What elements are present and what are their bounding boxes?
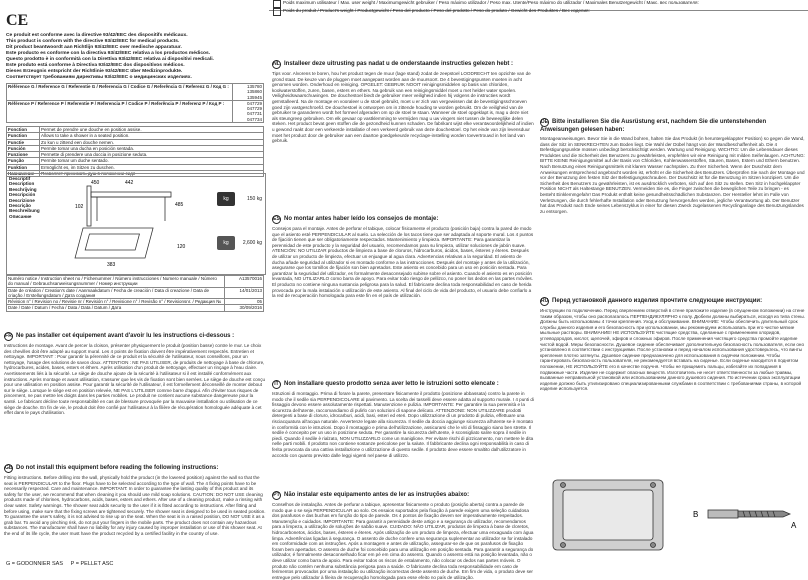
info-value: 05 bbox=[225, 299, 264, 305]
info-value: A13570016 bbox=[225, 276, 264, 288]
section-ru bbox=[540, 295, 805, 473]
function-text: Allows to take a shower in a seated position. bbox=[40, 133, 264, 139]
function-lang: Function bbox=[7, 133, 40, 139]
section-pt bbox=[272, 489, 534, 580]
section-title-text: Non installare questo prodotto senza aver letto le istruzioni sotto elencate : bbox=[284, 381, 499, 387]
info-label: Date / Date / Datum / Fecha / Data / Data / Datum / Дата bbox=[7, 305, 225, 311]
references-table bbox=[6, 83, 264, 123]
description-label: Descripción bbox=[9, 192, 36, 198]
section-title-text: Não instalar este equipamento antes de ler as instruções abaixo: bbox=[284, 492, 470, 498]
info-table bbox=[6, 275, 264, 312]
ce-line: Dit product beantwoordt aan Richtlijn 93/42/EEC over medische apparatuur. bbox=[6, 45, 182, 50]
description-label: Beschreibung bbox=[9, 208, 40, 214]
reference-label: Référence G / Reference G / Referentie G / Referencia G / Codice G / Referência G / Referenz G / Код G : bbox=[7, 84, 233, 101]
function-lang: Fonction bbox=[7, 127, 40, 133]
section-ru-body: Инструкции по подключению. Перед сверлением отверстий в стене приложите изделие (в опущенном положении) на стене таким образом, чтобы оно располагалось ПЕРПЕНДИКУЛЯРНО к полу. Дюбели должны выбираться, исходя из типа стены. Должны быть использованы 4 точки крепления. Уход и обслуживание. ВНИМАНИЕ: Чтобы обеспечить длительный срок службы данного изделия и его безопасность при использовании, мы рекомендуем использовать при его чистке мягкие мыльные растворы. ВНИМАНИЕ! НЕ ИСПОЛЬЗУЙТЕ чистящие средства, сделанные с применением хлоридов, углеводородов, кислот, щелочей, эфиров и сложных эфиров. После применения чистящего средства промойте изделие чистой водой. Меры безопасности. Душевое сидение обеспечивает дополнительную безопасность пользователя, если оно установлено в соответствии с инструкциями. После установки и перед началом использования удостоверьтесь, что винты крепления плотно затянуты. Душевое сидение предназначено для использования в сидячем положении. Чтобы гарантировать безопасность пользователя, не рекомендуется вставать на сиденье. Если сиденье находится в поднятом положении, НЕ ИСПОЛЬЗУЙТЕ его в качестве поручня. Чтобы не прищемить пальцы, избегайте их попадания в подвижные части. Изделие не содержит опасных веществ. Изготовитель не несет ответственности за любые травмы, вызванные неправильной установкой или использованием данного душевого сидения. По истечении срока эксплуатации изделие должно быть утилизировано специализированными службами в соответствии с требованиями страны, в которой изделие используется. bbox=[540, 308, 805, 392]
dim-label: 485 bbox=[175, 202, 184, 208]
section-ru-title bbox=[540, 297, 805, 306]
fixing-figure bbox=[548, 470, 798, 560]
section-gb-title bbox=[4, 464, 266, 473]
function-lang: Назначение bbox=[7, 171, 40, 177]
column-2 bbox=[269, 0, 537, 580]
flag-fr-icon: FR bbox=[5, 333, 12, 339]
reference-value: 047731 bbox=[246, 111, 262, 117]
table-row bbox=[7, 287, 264, 299]
function-lang: Funktion bbox=[7, 164, 40, 170]
label-a: A bbox=[791, 521, 797, 530]
section-de bbox=[540, 116, 805, 214]
flag-gb-icon: GB bbox=[5, 465, 13, 471]
section-fr-body: Instructions de montage. Avant de percer la cloison, présenter physiquement le produit (position basse) contre le mur. Le choix des chevilles doit être adapté au support mural. Les 4 points de fixation doivent être impérativement respectés. Entretien et nettoyage. IMPORTANT : Pour garantir la pérennité de ce produit et la sécurité de l'utilisateur, nous conseillons, pour un nettoyage, l'usage des solutions de savon doux. ATTENTION : NE PAS UTILISER, de produits de nettoyage à base de chlorure, hydrocarbures, acides, bases, esters et éthers. Après utilisation d'un produit de nettoyage, effectuer un rinçage à l'eau claire. Avertissements liés à la sécurité. Le siège de douche ajoute de la sécurité à l'utilisateur si il est installé conformément aux instructions. Après montage et avant utilisation, s'assurer que les vis de fixation sont bien serrées. Le siège de douche est conçu pour une utilisation en position assise. Pour garantir la sécurité de l'utilisateur, il est formellement déconseillé de monter debout sur le siège. Lorsque le siège est en position relevée, NE PAS L'UTILISER comme barre d'appui. Afin d'éviter tous risques de pincement, ne pas mettre les doigts dans les parties mobiles. Le produit ne contient aucune substance dangereuse pour la santé. Le fabricant décline toute responsabilité en cas de blessure provoquée par la mauvaise installation ou utilisation de ce siège de douche. En fin de vie, le produit doit être confié par l'utilisateur à la filière de récupération homologuée adéquate à cet effet dans le pays d'utilisation. bbox=[4, 343, 266, 416]
functions-table bbox=[6, 126, 264, 177]
description-label: Descrição bbox=[9, 203, 31, 209]
section-title-text: Ne pas installer cet équipement avant d'avoir lu les instructions ci-dessous : bbox=[16, 333, 235, 339]
section-de-body: Montageanweisungen. Bevor Sie in die Wand bohren, halten Sie das Produkt (in heruntergeklappter Position) so gegen die Wand, dass der Sitz im SENKRECHTEN zum Boden liegt. Die Wahl der Dübel hängt von der Wandbeschaffenheit ab. Die 4 Befestigungspunkte müssen unbedingt berücksichtigt werden. Wartung und Reinigung. WICHTIG: Um die Lebensdauer dieses Produktes und die Sicherheit des Benutzers zu gewährleisten, empfehlen wir eine Reinigung mit milden Seifenlaugen. ACHTUNG: BITTE KEINE Reinigungsmittel auf der Basis von Chloriden, Kohlenwasserstoffen, Säuren, Basen, Estern und Ethern benutzen. Nach Benutzung eines Reinigungsmittels mit klarem Wasser nachspülen. Zu Ihrer Sicherheit. Wenn der Duschsitz dem Anweisungen entsprechend angebracht worden ist, erhöht er die Sicherheit des Benutzers. Überprüfen Sie nach der Montage und vor der Benutzung den festen Sitz der Befestigungsschrauben. Der Duschsitz ist für die Benutzung im Sitzen konzipiert. Um die Sicherheit des Benutzers zu gewährleisten, ist es ausdrücklich verboten, sich auf den Sitz zu stellen. Den Sitz in hochgeklappter Position NICHT als Haltestange BENUTZEN. Vermeiden Sie es, die Finger zwischen die beweglichen Teile zu bringen - es besteht Einklemmgefahr! Das Produkt enthält keine gesundheitsschädlichen Substanzen. Der Hersteller lehnt im Falle von Verletzungen, die durch fehlerhafte Installation oder Benutzung hervorgerufen werden, jegliche Verantwortung ab. Der Benutzer hat das Produkt nach Ende seines Lebenszyklus in einer für diesen Zweck zugelassenen Recyclinganlage des Benutzungslandes zu entsorgen. bbox=[540, 136, 805, 214]
description-label: Description bbox=[9, 181, 35, 187]
section-pt-title bbox=[272, 491, 534, 500]
function-lang: Funzione bbox=[7, 152, 40, 158]
section-nl-top bbox=[272, 12, 534, 48]
header-continuation bbox=[272, 12, 534, 48]
ce-line: Ce produit est conforme avec la directive 93/42/EEC des dispositifs médicaux. bbox=[6, 33, 188, 38]
ce-line: Este produto está conforme à Directiva 93/42/EEC dos dispositivos médicos. bbox=[6, 63, 185, 68]
ce-line: This product is conform with the directive 93/42/EEC for medical products. bbox=[6, 39, 180, 44]
function-text: Permet de prendre une douche en position assise. bbox=[40, 127, 264, 133]
info-label: Date de création / Creation's date / Aanmaakdatum / Fecha de creación / Data di creazione / Data de criação / Erstellungsdatum / Дата создания bbox=[7, 287, 225, 299]
reference-values bbox=[233, 84, 264, 101]
ce-line: Dieses Erzeugnis entspricht der Richtlinie 93/42/EEC über Medizinprodukte. bbox=[6, 69, 183, 74]
section-es-body: Consejos para el montaje. Antes de perforar el tabique, colocar físicamente el producto (posición baja) contra la pared de modo que el asiento esté PERPENDICULAR al suelo. La selección de los tacos tiene que ser adaptada al soporte mural. Los 4 puntos de fijación tienen que ser obligatoriamente respectados. Mantenimiento y limpieza. IMPORTANTE: Para garantizar la perennidad de este producto y la seguridad del usuario, recomendamos para su limpieza, utilizar soluciones de jabón suave. ATENCIÓN: NO UTILIZAR productos de limpieza a base de cloruros, hidrocarburos, ácidos, bases, ésteres y éteres. Después de utilizar un producto de limpieza, efectuar un enjuague al agua clara. Advertencias relativas a la seguridad. El asiento de ducha añade seguridad al utilizador si es montado conforme a las instrucciones. Después del montaje y antes de la utilización, asegurarse que los tornillos de fijación son bien apretados. Este asiento es concebido para un uso en posición sentada. Para garantizar la seguridad del utilizador, es formalmente desaconsejado subirse sobre el asiento. Cuando el asiento es en posición levantada, NO UTILIZARLO como barra de apoyo. Para evitar todo riesgo de pellizco, no poner los dedos en las partes móviles. El producto no contiene ninguna sustancia peligrosa para la salud. El fabricante declina toda responsabilidad en caso de herida provocada por la mala instalación o utilización de este asiento. Al final del ciclo de vida del producto, el usuario debe confiarlo a la red de recuperación homologada para este fin en el país de utilización. bbox=[272, 226, 534, 299]
dim-label: 120 bbox=[177, 244, 186, 250]
flag-ru-icon: RU bbox=[541, 298, 549, 304]
info-label: Numéro notice / Instruction sheet no / Fichenummer / Número instrucciones / Numero manuale / Número do manual / Gebrauchsanweisungsnummer / Номер инструкции bbox=[7, 276, 225, 288]
ce-line: Este producto es conforme con la directiva 93/42/EEC relativa a los productos médicos. bbox=[6, 51, 211, 56]
section-it-body: Istruzioni di montaggio. Prima di forare la parete, presentare fisicamente il prodotto (posizione abbassata) contro la parete in modo che il sedile sia PERPENDICOLARE al pavimento. La scelta dei tasselli deve essere adatta al supporto murale. I 4 punti di fissaggio devono essere assolutamente rispettati. Manutenzione e pulizia. IMPORTANTE: Per garantire la sua perennità e la sicurezza dell'utente, raccomandiamo di pulirlo con soluzioni di sapone delicato. ATTENZIONE: NON UTILIZZARE prodotti detergenti a base di cloruro, idrocarburi, acidi, basi, esteri ed eteri. Dopo utilizzazione di un prodotto di pulizia, effettuare una risciacquatura all'acqua naturale. Avvertenze legate alla sicurezza. Il sedile da doccia aggiunge sicurezza all'utente se è montato in conformità con le istruzioni. Dopo il montaggio e prima dell'utilizzazione, assicurarsi che le viti di fissaggio siano ben strette. Il sedile è concepito per un uso in posizione seduta. Per garantire la sicurezza dell'utente, è sconsigliato salire sopra il sedile in piedi. Quando il sedile è rialzato, NON UTILIZZARLO come un maniglione. Per evitare rischi di pizzicamento, non mettere le dita nelle parti mobili. Il prodotto non contiene sostanze pericolose per la salute. Il fabbricante declina ogni responsabilità in caso di ferita provocata da una cattiva installazione o utilizzazione di questo sedile. Il prodotto deve essere smaltito dall'utilizzatore in accordo con quanto previsto dalle leggi vigenti nel paese di utilizzo. bbox=[272, 391, 534, 458]
footer bbox=[6, 561, 113, 567]
ce-statements bbox=[6, 33, 264, 81]
function-lang: Función bbox=[7, 145, 40, 151]
reference-value: 135860 bbox=[246, 89, 262, 95]
function-text: Permite tomar una ducha en posición sentada. bbox=[40, 145, 264, 151]
section-title-text: Bitte installieren Sie die Ausrüstung erst, nachdem Sie die untenstehenden Anweisungen gelesen haben: bbox=[540, 119, 767, 133]
function-text: Позволяет принимать душ в положении сидя bbox=[40, 171, 264, 177]
section-nl-title bbox=[272, 60, 534, 69]
reference-value: 047729 bbox=[246, 106, 262, 112]
reference-value: 135945 bbox=[246, 94, 262, 100]
reference-value: 047729 bbox=[246, 100, 262, 106]
description-label: Descrizione bbox=[9, 197, 35, 203]
flag-it-icon: IT bbox=[272, 380, 281, 389]
section-title-text: Installeer deze uitrusting pas nadat u de onderstaande instructies gelezen hebt : bbox=[284, 61, 514, 67]
section-fr-title bbox=[4, 332, 266, 341]
flag-nl-icon: NL bbox=[273, 61, 280, 67]
reference-value: 047734 bbox=[246, 116, 262, 122]
description-graphic bbox=[6, 173, 266, 275]
description-label: Descriptif bbox=[9, 176, 31, 181]
info-value: 14/01/2013 bbox=[225, 287, 264, 299]
reference-values bbox=[233, 100, 264, 122]
function-text: Permette di prendere una doccia in posizione seduta. bbox=[40, 152, 264, 158]
section-gb bbox=[4, 462, 266, 559]
dim-label: 383 bbox=[107, 262, 116, 268]
info-value: 30/09/2016 bbox=[225, 305, 264, 311]
header-line-1: Poids maximum utilisateur / Max. user weight / Maximumgewicht gebruiker / Peso máximo utilizador / Peso max. Utente/Peso máximo do utilizador / Maximales Benutzergewicht / Макс. вес пользователя: bbox=[283, 0, 699, 5]
table-row bbox=[7, 305, 264, 311]
table-row bbox=[7, 100, 264, 122]
ce-mark: CE bbox=[6, 12, 29, 29]
section-pt-continuation bbox=[540, 12, 805, 108]
table-row bbox=[7, 84, 264, 101]
section-fr bbox=[4, 330, 266, 416]
footer-p: P = PELLET ASC bbox=[70, 561, 114, 567]
shower-seat-drawing bbox=[67, 176, 207, 270]
function-text: Ermöglicht es, im Sitzen zu duschen. bbox=[40, 164, 264, 170]
section-nl-body: Tips voor. Alvorens te boren, hou het product tegen de muur (lage stand) zodat de zeepstoel LOODRECHT ten opzichte van de grond staat. De keuze van de pluggen moet aangepast worden aan de muursoort. De 4 bevestigingspunten moeten in acht genomen worden. Onderhoud en reiniging. OPGELET: GEBRUIK NOOIT reinigingsmiddelen op basis van chloriden, koolwaterstoffen, zuren, basen, esters en ethers. Na gebruik van een reinigingsmiddel moet u met helder water spoelen. Veiligheidswaarschuwingen. De douchestoel biedt de gebruiker meer veiligheid indien hij volgens de instructies wordt geïnstalleerd. Na de montage en vooraleer u de stoel gebruikt, moet u er zich van vergewissen dat de bevestigingsschroeven goed zijn vastgeschroefd. De douchestoel is ontworpen om in zittende houding te worden gebruikt. Om de veiligheid van de gebruiker te garanderen wordt het formeel afgeraden om op de stoel te staan. Wanneer de stoel opgeklapt is, mag u deze niet als steungreep gebruiken. Om elk gevaar op vastklemming te vermijden mag u uw vingers niet tussen de beweeglijke delen steken. Het product bevat geen stoffen die de gezondheid kunnen schaden. De fabrikant wijst elke verantwoordelijkheid af indien u gewond raakt door een verkeerde installatie of een verkeerd gebruik van deze douchestoel. Op het einde van zijn levensduur moet het product door de gebruiker aan een daartoe goedgekeurde recyclage-instelling worden toevertrouwd in het land van gebruik. bbox=[272, 71, 534, 144]
flag-de-icon: DE bbox=[541, 119, 548, 125]
description-label: Описание bbox=[9, 213, 32, 219]
section-es bbox=[272, 213, 534, 299]
max-weight-value: 150 kg bbox=[246, 196, 262, 202]
section-title-text: Перед установкой данного изделия прочтите следующие инструкции: bbox=[552, 298, 763, 304]
reference-label: Référence P / Reference P / Referentie P / Referencia P / Codice P / Referência P / Referenz P / Код P : bbox=[7, 100, 233, 122]
column-1 bbox=[0, 0, 269, 571]
flag-pt-icon: PT bbox=[273, 492, 280, 498]
label-b: B bbox=[693, 510, 699, 519]
function-lang: Functie bbox=[7, 139, 40, 145]
function-text: Zo kun u zittend een douche nemen. bbox=[40, 139, 264, 145]
description-labels bbox=[9, 176, 40, 219]
function-text: Permite tomar um duche sentado. bbox=[40, 158, 264, 164]
header-line-2: Poids du produit / Product's weight / Productgewicht / Peso del producto / Peso del prodotto / Peso do produto / Gewicht des Produktes / Вес изделия: bbox=[283, 8, 590, 13]
function-lang: Função bbox=[7, 158, 40, 164]
ce-line: Questo prodotto è in conformità con la Direttiva 93/42/EEC relativa ai dispositivi medicali. bbox=[6, 57, 214, 62]
section-title-text: No montar antes haber leído los consejos de montaje: bbox=[284, 216, 439, 222]
ce-line: Соответствует требованиям директивы 93/42/EEC о медицинских изделиях. bbox=[6, 75, 192, 80]
section-it-title bbox=[272, 380, 534, 389]
section-gb-body: Fitting instructions. Before drilling into the wall, physically hold the product (in the lowered position) against the wall so that the seat is PERPENDICULAR to the floor. Plugs have to be selected according to the type of wall. The 4 fixing points have to be necessarily respected. Care and maintenance. IMPORTANT: In order to guarantee the lasting quality of this product and its safety for the user, we recommend that when cleaning it you should use mild soap solutions. CAUTION: DO NOT USE cleaning products made of chlorines, hydrocarbons, acids, bases, esters and ethers. After use of a cleaning product, make a rinsing with clear water. Safety warnings. The shower seat adds security to the user if it is fitted according to instructions. After fitting and before using, make sure that the fixing screws are tightened securely. The shower seat is designed to be used in seated position. To guarantee the user's safety, it is not advised to rise up on the seat. When the seat is in a raised position, DO NOT USE it as a grab bar. To avoid any pinching risk, do not put your fingers in the mobile parts. The product does not contain any hazardous substances. The manufacturer shall have no liability for any injury caused by improper installation or use of this shower seat. At the end of its life cycle, the user must have the product recycled by a certified facility in the country of use. bbox=[4, 475, 266, 536]
section-de-title bbox=[540, 118, 805, 134]
table-row bbox=[7, 276, 264, 288]
max-weight-kg-icon: kg bbox=[217, 192, 235, 206]
description-label: Beschrijving bbox=[9, 186, 37, 192]
section-nl bbox=[272, 58, 534, 144]
product-weight-icon: kg bbox=[217, 236, 235, 250]
dim-label: 102 bbox=[75, 204, 84, 210]
reference-value: 135780 bbox=[246, 84, 262, 89]
section-it bbox=[272, 378, 534, 458]
info-label: Révision n° / Revision no / Revisie nr / Revisión n° / Revisione n° / Revisão n° / Revisionsnr. / Редакция № bbox=[7, 299, 225, 305]
dim-label: 442 bbox=[125, 180, 134, 186]
section-pt-continued bbox=[540, 12, 805, 108]
fixing-diagram bbox=[548, 470, 798, 560]
footer-g: G = GODONNIER SAS bbox=[6, 561, 63, 567]
dim-label: 450 bbox=[91, 180, 100, 186]
section-es-title bbox=[272, 215, 534, 224]
flag-es-icon: ES bbox=[273, 216, 280, 222]
section-title-text: Do not install this equipment before reading the following instructions: bbox=[16, 465, 219, 471]
product-weight-value: 2,600 kg bbox=[242, 240, 262, 246]
section-pt-body: Conselhos de instalação. Antes de perfurar a tabique, apresentar fisicamente o produto (posição aberta) contra a parede de modo que o se seja PERPENDICULAR ao solo. Os ensaios suportados pela fixação à parede exigem uma seleção cuidadosa dos parafusos e das buchas em função do tipo de parede. Os 4 pontos de fixação devem ser imperativamente respeitados. Manutenção e cuidados. IMPORTANTE: Para garantir a perenidade deste artigo e a segurança do utilizador, recomendamos para a limpeza, a utilização de soluções de sabão suave. CUIDADO: NÃO UTILIZAR, produtos de limpeza à base de cloretos, hidrocarbonetos, ácidos, bases, ésteres e éteres. Após utilização de um produto de limpeza, efectuar uma enxaguada com água limpa. Advertências ligadas à segurança. O assento de duche confere uma segurança suplementar ao utilizador se for instalado em conformidade com as instruções. Após a montagem e antes de utilização, assegurar-se de que os parafusos de fixação foram bem apertados. O assento de duche foi concebido para uma utilização em posição sentada. Para garantir a segurança do utilizador, é formalmente desaconselhado ficar em pé em cima do assento. Quando o assento está na posição levantada, não o deve utilizar como barra de apoio. Para evitar todos os riscos de entalamento, não colocar os dedos nas partes móveis. O produto não contém nenhuma substância perigosa para a saúde. O fabricante declina toda responsabilidade em caso de ferimentos provocados por uma instalação ou utilização incorrectas deste assento de duche. Em fim de vida, o produto deve ser entregue pelo utilizador à fileira de recuperação homologada para esse efeito no país de utilização. bbox=[272, 502, 534, 580]
